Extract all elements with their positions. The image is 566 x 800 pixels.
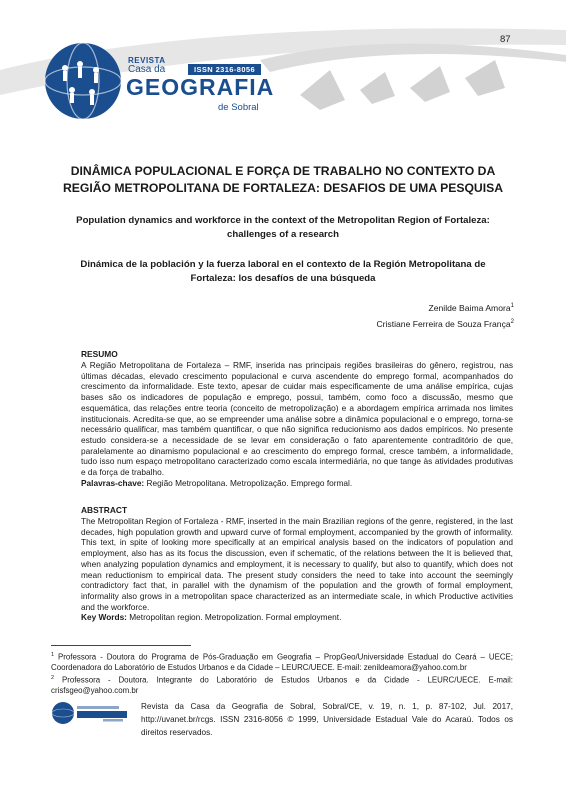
globe-icon [40, 40, 126, 122]
footnote-1: $^1$ Professora - Doutora do Programa de Pós-Graduação em Geografia – PropGeo/Universidade Estadual do Ceará – UECE; Coordenadora do Laboratório de Estudos Urbanos e da Cidade – LEURC/UECE. E-mail: zenildeamora@yahoo.com.br [51, 652, 513, 672]
citation: Revista da Casa da Geografia de Sobral, Sobral/CE, v. 19, n. 1, p. 87-102, Jul. 2017, http://uvanet.br/rcgs. ISSN 2316-8056 © 1999, Universidade Estadual Vale do Acaraú. Todos os direitos reservados. [141, 702, 513, 737]
resumo-keywords [81, 478, 513, 489]
footnote-2: $^2$ Professora - Doutora. Integrante do Laboratório de Estudos Urbanos e da Cidade - LEURC/UECE. E-mail: crisfsgeo@yahoo.com.br [51, 675, 513, 696]
abstract-heading: ABSTRACT [81, 505, 128, 515]
title-spanish: Dinámica de la población y la fuerza laboral en el contexto de la Región Metropolitana de Fortaleza: los desafíos de una búsqueda [80, 259, 486, 284]
title-pt-line2: REGIÃO METROPOLITANA DE FORTALEZA: DESAFIOS DE UMA PESQUISA [62, 181, 504, 195]
journal-logo-small [51, 700, 131, 726]
footnote-divider [51, 645, 191, 646]
journal-logo [40, 40, 275, 122]
page-number: 87 [500, 34, 511, 45]
logo-casa-da: Casa da [128, 64, 166, 75]
author-1: Zenilde Baima Amora$^1$ [428, 302, 514, 313]
logo-geografia: GEOGRAFIA [126, 74, 275, 100]
abstract-keywords-text: Metropolitan region. Metropolization. Formal employment. [126, 612, 342, 623]
abstract-body: The Metropolitan Region of Fortaleza - RMF, inserted in the main Brazilian regions of the genre, registered, in the last decades, high population growth and upward curve of formal employment, accompanied by the growth of informality. This text, in spite of looking more specifically at an empirical analysis based on the indicators of population and employment, also has as its focus the discussion, even if schematic, of the relations between the It is believed that, when analyzing population dynamics and employment, it is necessary to qualify, but also to quantify, which does not mean reductionism to empirical data. The present study considers the need to take into account the seemingly contradictory fact that, in parallel with the dynamism of the population and the growth of formal employment, informality also grows in a metropolitan space characterized as an intermediate scale, in which Productive activities and the workforce. [81, 516, 513, 612]
abstract-section [81, 505, 513, 623]
logo-de-sobral: de Sobral [218, 102, 259, 113]
resumo-body: A Região Metropolitana de Fortaleza – RMF, inserida nas principais regiões brasileiras do gênero, registrou, nas últimas décadas, elevado crescimento populacional e curva ascendente do emprego formal, acompanhados do crescimento da informalidade. Este texto, apesar de cuidar mais especificamente de uma análise empírica, cujas bases são os indicadores de população e emprego, possui, também, como foco a discussão, mesmo que esquemática, das relações entre teoria (conceito de metropolização) e a abordagem empírica arrimada nos limites institucionais. Acredita-se que, ao se empreender uma análise sobre a dinâmica populacional e o emprego, torna-se necessário qualificar, mas também quantificar, o que não significa reducionismo aos dados empíricos. No presente estudo considera-se a necessidade de se levar em consideração o fato aparentemente contraditório de que, paralelamente ao dinamismo populacional e ao crescimento do emprego formal, cresce também, a informalidade, tudo isso num espaço metropolitano caracterizado como escala intermediária, no que tange às atividades produtivas e da força de trabalho. [81, 360, 513, 478]
author-list [376, 299, 514, 331]
resumo-section [81, 349, 513, 488]
resumo-heading: RESUMO [81, 349, 118, 359]
footnotes [51, 650, 513, 696]
logo-issn: ISSN 2316-8056 [188, 64, 261, 75]
resumo-keywords-label: Palavras-chave: [81, 477, 145, 488]
resumo-keywords-text: Região Metropolitana. Metropolização. Emprego formal. [144, 477, 353, 488]
abstract-keywords-label: Key Words: [81, 612, 127, 623]
title-english: Population dynamics and workforce in the context of the Metropolitan Region of Fortaleza: challenges of a research [76, 215, 490, 240]
title-pt-line1: DINÂMICA POPULACIONAL E FORÇA DE TRABALHO NO CONTEXTO DA [70, 164, 496, 178]
title-portuguese [60, 163, 506, 197]
logo-revista: REVISTA [128, 56, 166, 65]
abstract-keywords [81, 612, 513, 623]
author-2: Cristiane Ferreira de Souza França$^2$ [376, 318, 514, 329]
